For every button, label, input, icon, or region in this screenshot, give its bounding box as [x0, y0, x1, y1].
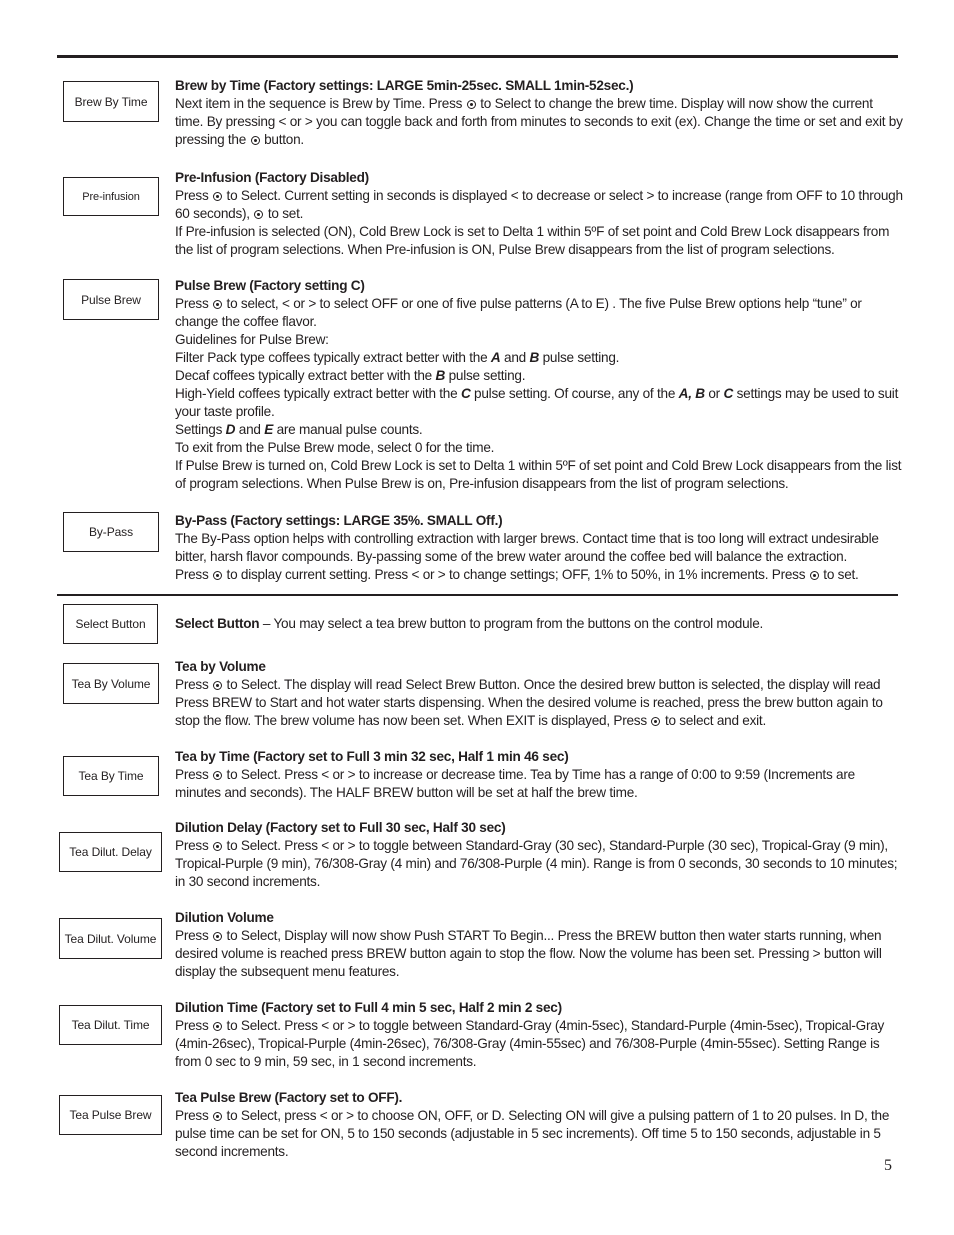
guideline-filter-pack: Filter Pack type coffees typically extract better with the A and B pulse setting. — [175, 350, 620, 365]
label-tea-pulse-brew: Tea Pulse Brew — [59, 1095, 162, 1135]
section-note: If Pulse Brew is turned on, Cold Brew Lock is set to Delta 1 within 5ºF of set point and Cold Brew Lock disappears from the list of program selections. When Pulse Brew is on, Pre-infusion disappears from the list of program selections. — [175, 458, 902, 491]
label-pre-infusion: Pre-infusion — [63, 177, 159, 216]
section-body: Select Button – You may select a tea brew button to program from the buttons on the control module. — [175, 616, 764, 631]
section-dilution-volume — [175, 909, 903, 981]
select-icon — [213, 842, 222, 851]
section-dilution-time — [175, 999, 903, 1071]
select-icon — [213, 681, 222, 690]
label-tea-by-time: Tea By Time — [63, 756, 159, 796]
section-body: The By-Pass option helps with controlling extraction with larger brews. Contact time that is too long will extract undesirable bitter, harsh flavor compounds. By-passing some of the brew water around the coffee bed will balance the extraction. — [175, 531, 879, 564]
select-icon — [467, 100, 476, 109]
section-title: Pulse Brew (Factory setting C) — [175, 278, 365, 293]
select-icon — [213, 571, 222, 580]
select-icon — [213, 300, 222, 309]
label-tea-by-volume: Tea By Volume — [63, 663, 159, 704]
section-body: Next item in the sequence is Brew by Time. Press to Select to change the brew time. Display will now show the current time. By pressing < or > you can toggle back and forth from minutes to seconds to exit (ex). Change the time or set and exit by pressing the button. — [175, 96, 903, 147]
select-icon — [810, 571, 819, 580]
label-pulse-brew: Pulse Brew — [63, 279, 159, 320]
section-tea-by-time — [175, 748, 903, 802]
section-title: By-Pass (Factory settings: LARGE 35%. SMALL Off.) — [175, 513, 503, 528]
select-icon — [213, 1112, 222, 1121]
label-select-button: Select Button — [63, 604, 158, 644]
section-by-pass — [175, 512, 903, 584]
pulse-exit-text: To exit from the Pulse Brew mode, select 0 for the time. — [175, 440, 495, 455]
top-rule — [57, 55, 898, 58]
guideline-decaf: Decaf coffees typically extract better with the B pulse setting. — [175, 368, 526, 383]
section-title: Dilution Delay (Factory set to Full 30 sec, Half 30 sec) — [175, 820, 506, 835]
section-body: Press to Select. Press < or > to toggle between Standard-Gray (4min-5sec), Standard-Purple (4min-5sec), Tropical-Gray (4min-26sec), Tropical-Purple (4min-26sec), 76/308-Gray (4min-55sec) and 76/308-Purple (4min-55sec). Setting Range is from 0 sec to 9 min, 59 sec, in 1 second increments. — [175, 1018, 885, 1069]
section-body: Press to Select, Display will now show Push START To Begin... Press the BREW button then water starts running, when desired volume is reached press BREW button again to stop the flow. Now the volume has been set. Pressing > button will display the subsequent menu features. — [175, 928, 882, 979]
section-dilution-delay — [175, 819, 903, 891]
page-number: 5 — [884, 1157, 892, 1174]
guidelines-heading: Guidelines for Pulse Brew: — [175, 332, 329, 347]
guideline-high-yield: High-Yield coffees typically extract better with the C pulse setting. Of course, any of the A, B or C settings may be used to suit your taste profile. — [175, 386, 899, 419]
section-instructions: Press to display current setting. Press < or > to change settings; OFF, 1% to 50%, in 1% increments. Press to set. — [175, 567, 859, 582]
select-icon — [254, 210, 263, 219]
select-icon — [213, 192, 222, 201]
section-tea-by-volume — [175, 658, 903, 730]
select-icon — [651, 717, 660, 726]
section-body: Press to Select. Current setting in seconds is displayed < to decrease or select > to increase (range from OFF to 10 through 60 seconds), to set. — [175, 188, 903, 221]
label-by-pass: By-Pass — [63, 512, 159, 552]
section-brew-by-time — [175, 77, 903, 149]
section-body: Press to select, < or > to select OFF or one of five pulse patterns (A to E) . The five Pulse Brew options help “tune” or change the coffee flavor. — [175, 296, 862, 329]
section-divider — [57, 594, 898, 596]
section-body: Press to Select. The display will read Select Brew Button. Once the desired brew button is selected, the display will read Press BREW to Start and hot water starts dispensing. When the desired volume is reached, press the brew button again to stop the flow. The brew volume has now been set. When EXIT is displayed, Press to select and exit. — [175, 677, 883, 728]
section-title: Tea Pulse Brew (Factory set to OFF). — [175, 1090, 403, 1105]
section-select-button — [175, 615, 903, 633]
select-icon — [213, 932, 222, 941]
section-title: Tea by Volume — [175, 659, 266, 674]
guideline-manual: Settings D and E are manual pulse counts. — [175, 422, 423, 437]
select-icon — [213, 1022, 222, 1031]
section-pulse-brew — [175, 277, 903, 493]
section-title: Select Button — [175, 616, 260, 631]
label-tea-dilut-volume: Tea Dilut. Volume — [59, 918, 162, 959]
section-body: Press to Select, press < or > to choose ON, OFF, or D. Selecting ON will give a pulsing pattern of 1 to 20 pulses. In D, the pulse time can be set for ON, 5 to 150 seconds (adjustable in 5 sec increments). Off time 5 to 150 seconds, adjustable in 5 second increments. — [175, 1108, 890, 1159]
label-tea-dilut-delay: Tea Dilut. Delay — [59, 832, 162, 872]
select-icon — [213, 771, 222, 780]
section-pre-infusion — [175, 169, 903, 259]
label-brew-by-time: Brew By Time — [63, 81, 159, 122]
section-body: Press to Select. Press < or > to increase or decrease time. Tea by Time has a range of 0:00 to 9:59 (Increments are minutes and seconds). The HALF BREW button will be set at half the brew time. — [175, 767, 855, 800]
section-note: If Pre-infusion is selected (ON), Cold Brew Lock is set to Delta 1 within 5ºF of set point and Cold Brew Lock disappears from the list of program selections. When Pre-infusion is ON, Pulse Brew disappears from the list of program selections. — [175, 224, 890, 257]
section-body: Press to Select. Press < or > to toggle between Standard-Gray (30 sec), Standard-Purple (30 sec), Tropical-Gray (9 min), Tropical-Purple (9 min), 76/308-Gray (4 min) and 76/308-Purple (4 min). Range is from 0 seconds, 30 seconds to 10 minutes; in 30 second increments. — [175, 838, 898, 889]
section-title: Tea by Time (Factory set to Full 3 min 32 sec, Half 1 min 46 sec) — [175, 749, 569, 764]
section-title: Dilution Time (Factory set to Full 4 min 5 sec, Half 2 min 2 sec) — [175, 1000, 562, 1015]
select-icon — [251, 136, 260, 145]
section-title: Pre-Infusion (Factory Disabled) — [175, 170, 369, 185]
section-title: Dilution Volume — [175, 910, 274, 925]
section-title: Brew by Time (Factory settings: LARGE 5min-25sec. SMALL 1min-52sec.) — [175, 78, 634, 93]
section-tea-pulse-brew — [175, 1089, 903, 1161]
label-tea-dilut-time: Tea Dilut. Time — [59, 1005, 162, 1045]
